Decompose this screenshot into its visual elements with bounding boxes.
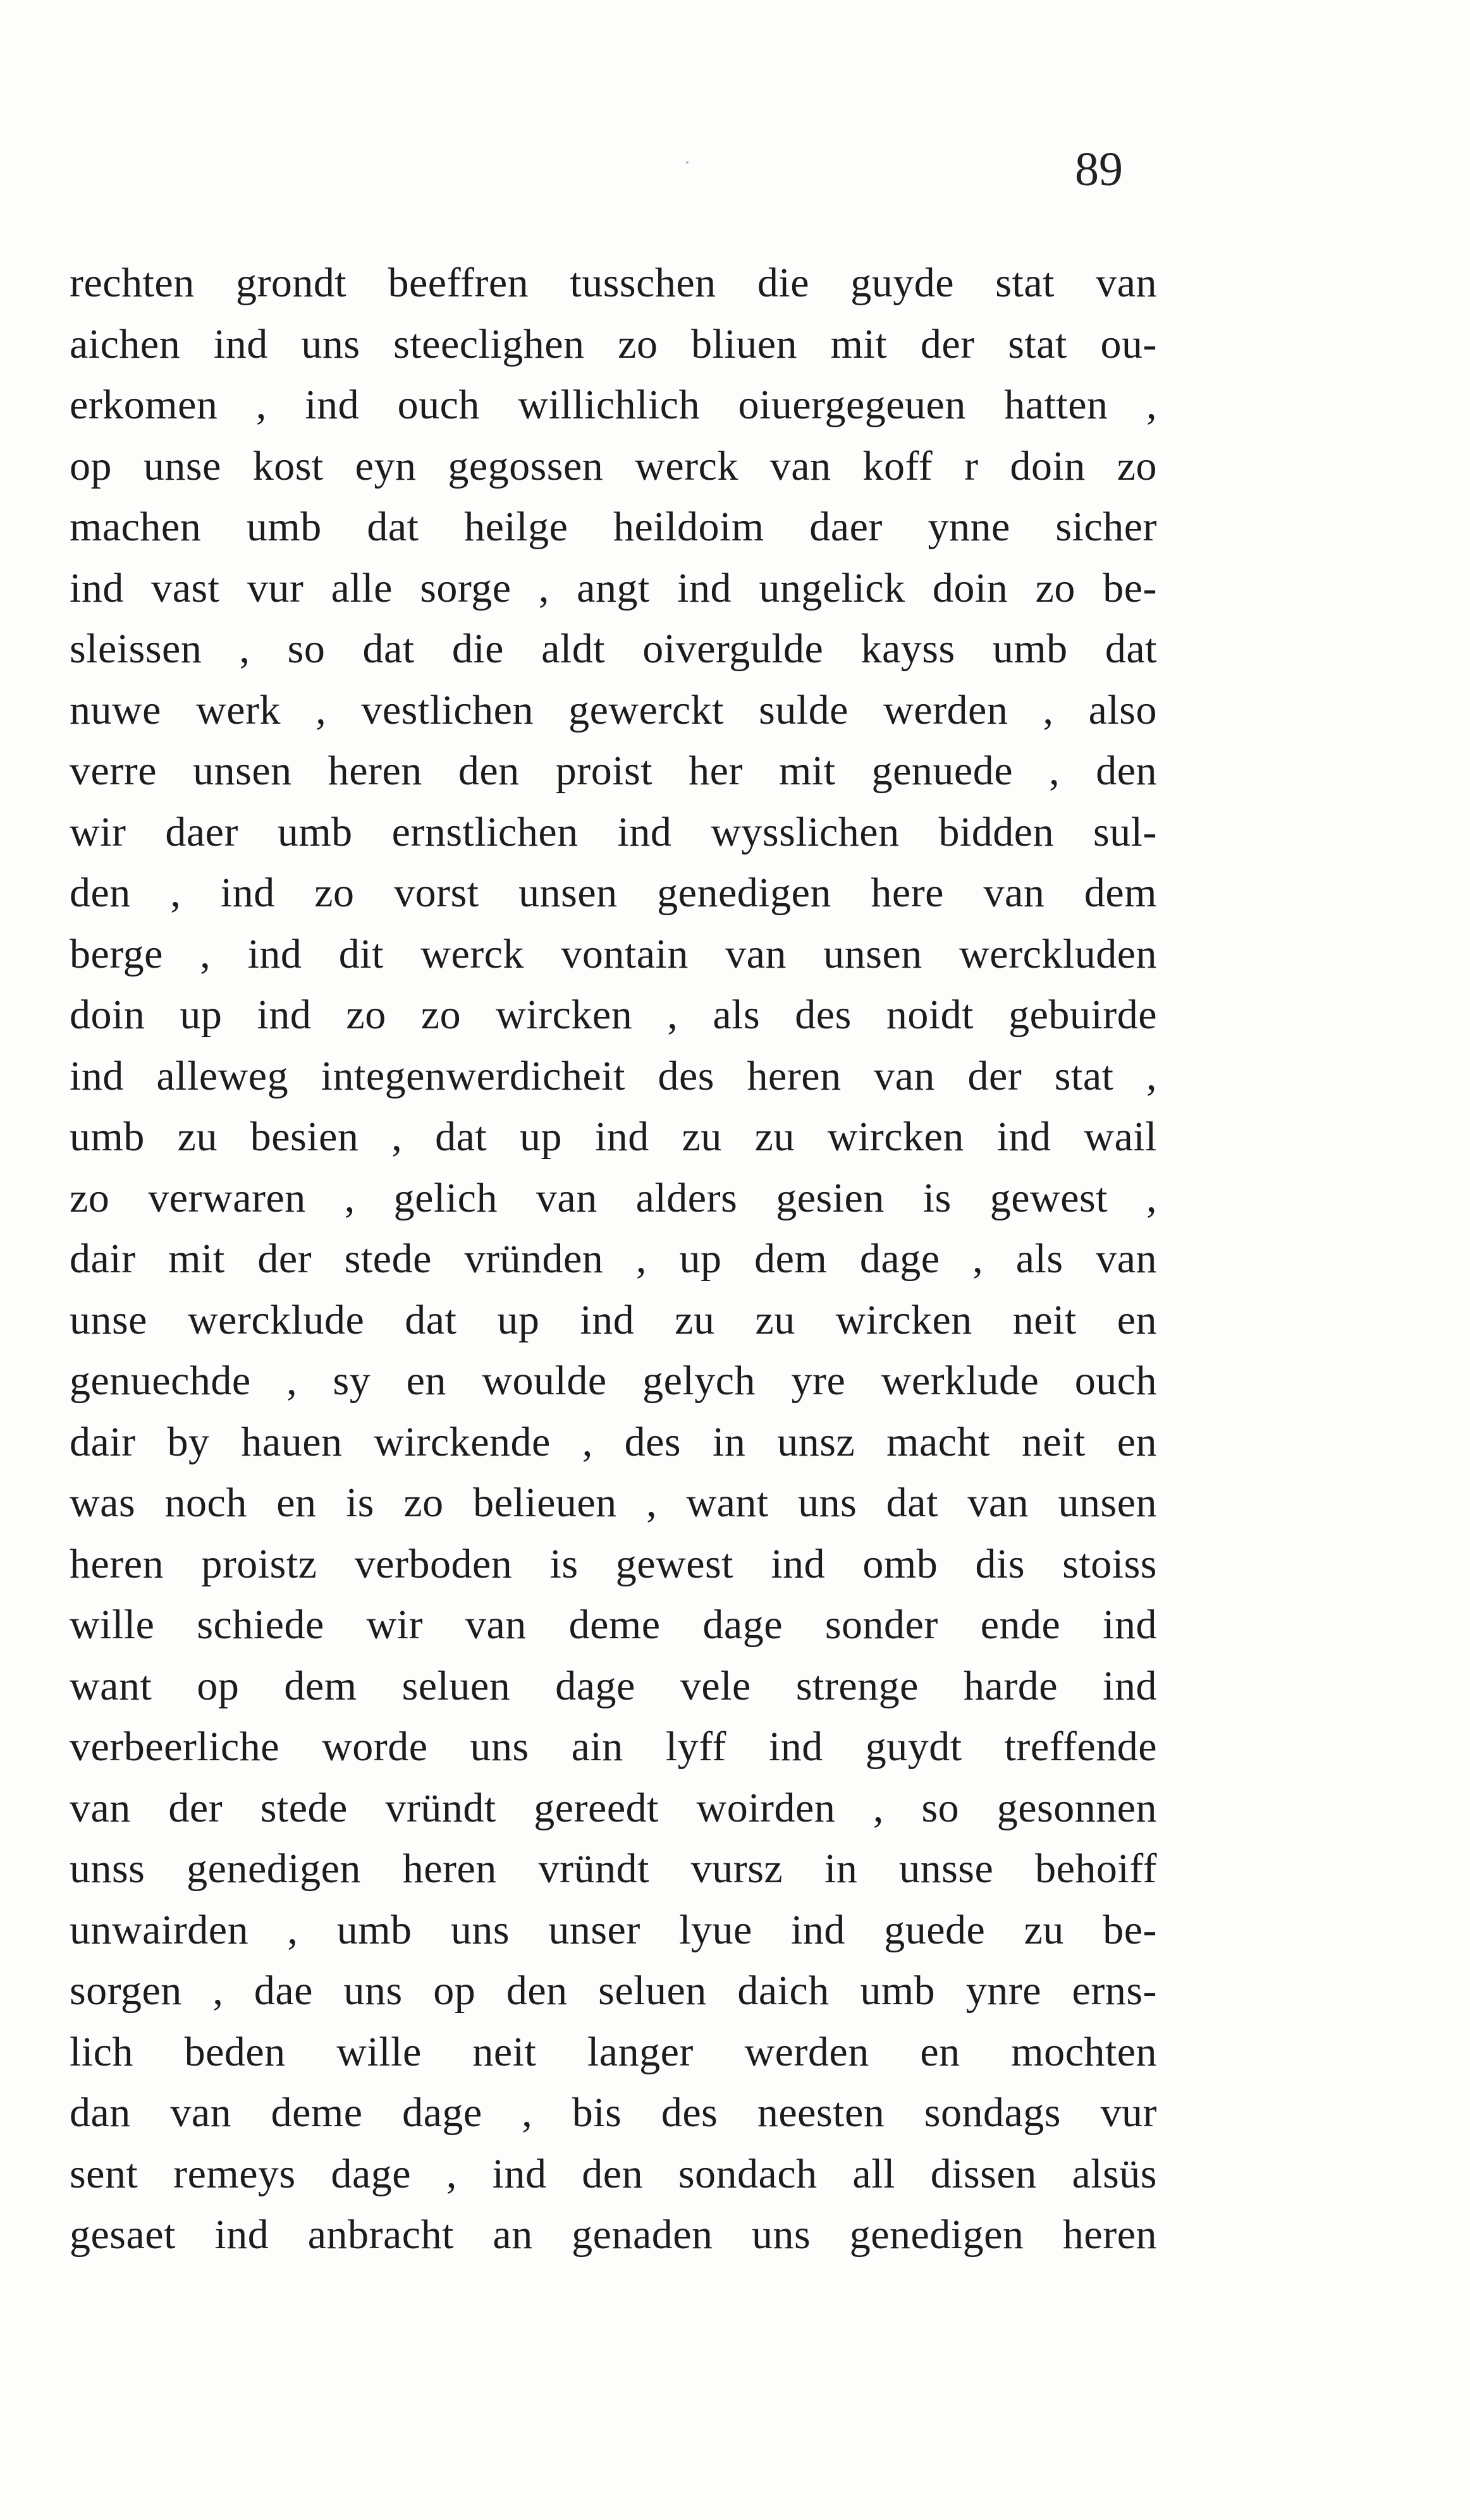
text-line: unss genedigen heren vründt vursz in unsse behoiff (70, 1846, 1157, 1892)
text-line: unwairden , umb uns unser lyue ind guede zu be- (70, 1906, 1157, 1953)
page-number: 89 (1075, 143, 1123, 196)
text-line: machen umb dat heilge heildoim daer ynne sicher (70, 504, 1157, 550)
text-line: verbeerliche worde uns ain lyff ind guydt treffende (70, 1724, 1157, 1770)
text-line: genuechde , sy en woulde gelych yre werklude ouch (70, 1358, 1157, 1404)
text-line: unse wercklude dat up ind zu zu wircken neit en (70, 1296, 1157, 1343)
text-line: dair mit der stede vründen , up dem dage , als van (70, 1236, 1157, 1282)
text-line: wille schiede wir van deme dage sonder ende ind (70, 1602, 1157, 1648)
text-line: aichen ind uns steeclighen zo bliuen mit der stat ou- (70, 320, 1157, 367)
text-line: sorgen , dae uns op den seluen daich umb ynre erns- (70, 1968, 1157, 2014)
text-line: dair by hauen wirckende , des in unsz macht neit en (70, 1418, 1157, 1465)
text-line: heren proistz verboden is gewest ind omb dis stoiss (70, 1540, 1157, 1587)
text-line: den , ind zo vorst unsen genedigen here van dem (70, 870, 1157, 916)
text-line: sleissen , so dat die aldt oivergulde kayss umb dat (70, 626, 1157, 672)
text-line: ind alleweg integenwerdicheit des heren van der stat , (70, 1052, 1157, 1099)
text-line: doin up ind zo zo wircken , als des noidt gebuirde (70, 992, 1157, 1038)
text-line: umb zu besien , dat up ind zu zu wircken ind wail (70, 1114, 1157, 1160)
text-line: rechten grondt beeffren tusschen die guyde stat van (70, 260, 1157, 306)
text-line: dan van deme dage , bis des neesten sondags vur (70, 2090, 1157, 2136)
text-line: was noch en is zo belieuen , want uns dat van unsen (70, 1480, 1157, 1526)
text-line: erkomen , ind ouch willichlich oiuergegeuen hatten , (70, 382, 1157, 428)
text-line: berge , ind dit werck vontain van unsen werckluden (70, 930, 1157, 977)
text-line: wir daer umb ernstlichen ind wysslichen bidden sul- (70, 808, 1157, 855)
text-line: zo verwaren , gelich van alders gesien is gewest , (70, 1174, 1157, 1221)
text-line: ind vast vur alle sorge , angt ind ungelick doin zo be- (70, 564, 1157, 611)
text-line: verre unsen heren den proist her mit genuede , den (70, 748, 1157, 794)
text-line: sent remeys dage , ind den sondach all dissen alsüs (70, 2150, 1157, 2197)
text-line: want op dem seluen dage vele strenge harde ind (70, 1662, 1157, 1709)
text-line: nuwe werk , vestlichen gewerckt sulde werden , also (70, 686, 1157, 733)
text-line: van der stede vründt gereedt woirden , so gesonnen (70, 1784, 1157, 1831)
text-line: lich beden wille neit langer werden en mochten (70, 2028, 1157, 2075)
print-speck (686, 161, 689, 164)
text-line: gesaet ind anbracht an genaden uns genedigen heren (70, 2212, 1157, 2258)
body-text (70, 253, 1157, 2266)
text-line: op unse kost eyn gegossen werck van koff r doin zo (70, 442, 1157, 489)
